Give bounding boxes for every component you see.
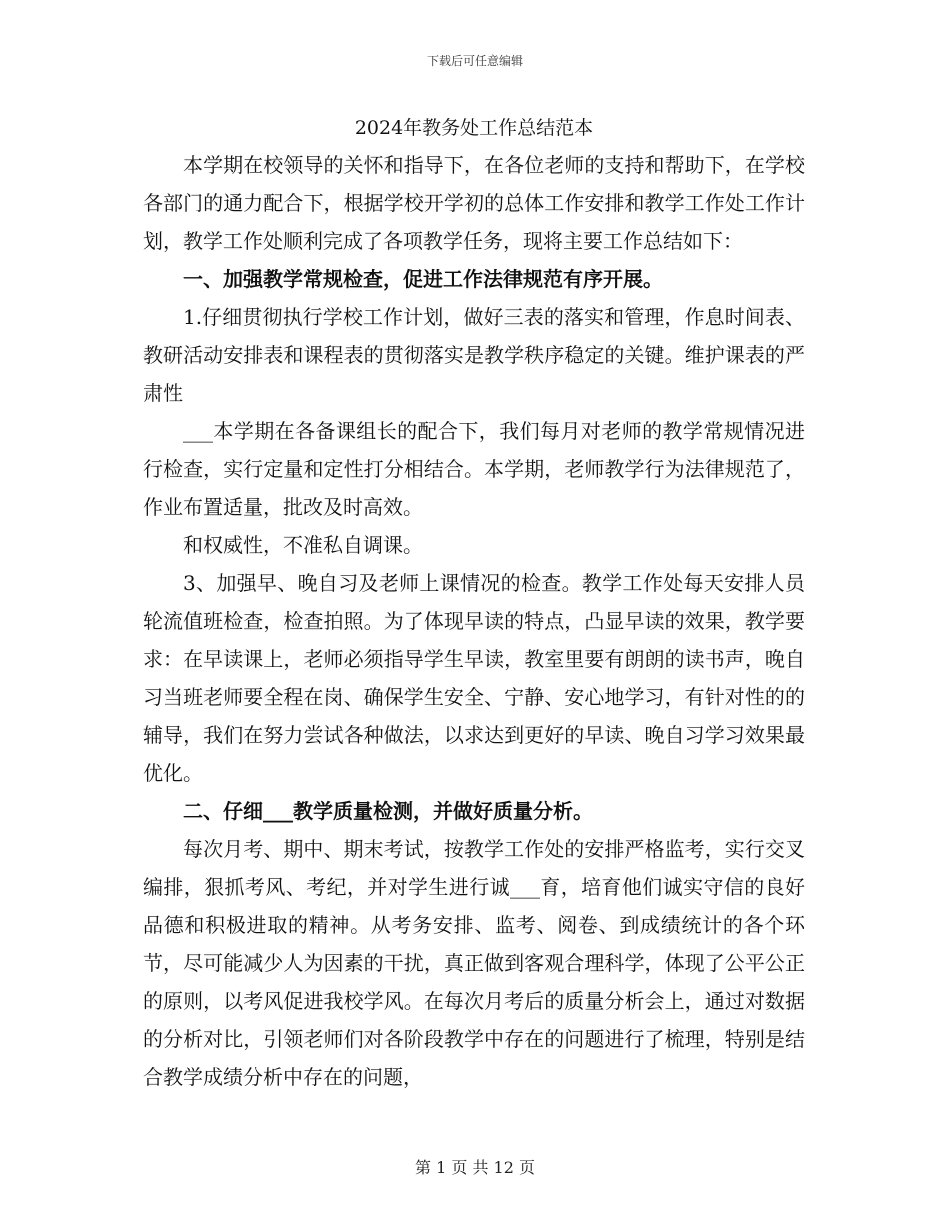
body-paragraph: 和权威性，不准私自调课。 (183, 533, 423, 557)
section-heading-2: 二、仔细___教学质量检测，并做好质量分析。 (183, 799, 593, 823)
section-heading-1: 一、加强教学常规检查，促进工作法律规范有序开展。 (183, 267, 663, 291)
header-note: 下载后可任意编辑 (426, 54, 523, 68)
body-paragraph: ___本学期在各备课组长的配合下，我们每月对老师的教学常规情况进行检查，实行定量和定性打分相结合。本学期，老师教学行为法律规范了，作业布置适量，批改及时高效。 (143, 419, 805, 519)
document-body (143, 110, 805, 1096)
body-paragraph: 3、加强早、晚自习及老师上课情况的检查。教学工作处每天安排人员轮流值班检查，检查拍照。为了体现早读的特点，凸显早读的效果，教学要求：在早读课上，老师必须指导学生早读，教室里要有朗朗的读书声，晚自习当班老师要全程在岗、确保学生安全、宁静、安心地学习，有针对性的的辅导，我们在努力尝试各种做法，以求达到更好的早读、晚自习学习效果最优化。 (143, 571, 805, 785)
body-paragraph: 每次月考、期中、期末考试，按教学工作处的安排严格监考，实行交叉编排，狠抓考风、考纪，并对学生进行诚___育，培育他们诚实守信的良好品德和积极进取的精神。从考务安排、监考、阅卷、到成绩统计的各个环节，尽可能减少人为因素的干扰，真正做到客观合理科学，体现了公平公正的原则，以考风促进我校学风。在每次月考后的质量分析会上，通过对数据的分析对比，引领老师们对各阶段教学中存在的问题进行了梳理，特别是结合教学成绩分析中存在的问题， (143, 837, 805, 1089)
document-title: 2024年教务处工作总结范本 (354, 117, 594, 139)
body-paragraph: 1.仔细贯彻执行学校工作计划，做好三表的落实和管理，作息时间表、教研活动安排表和课程表的贯彻落实是教学秩序稳定的关键。维护课表的严肃性 (143, 305, 805, 405)
intro-paragraph: 本学期在校领导的关怀和指导下，在各位老师的支持和帮助下，在学校各部门的通力配合下，根据学校开学初的总体工作安排和教学工作处工作计划，教学工作处顺利完成了各项教学任务，现将主要工作总结如下： (143, 153, 805, 253)
page-number: 第 1 页 共 12 页 (415, 1158, 535, 1177)
